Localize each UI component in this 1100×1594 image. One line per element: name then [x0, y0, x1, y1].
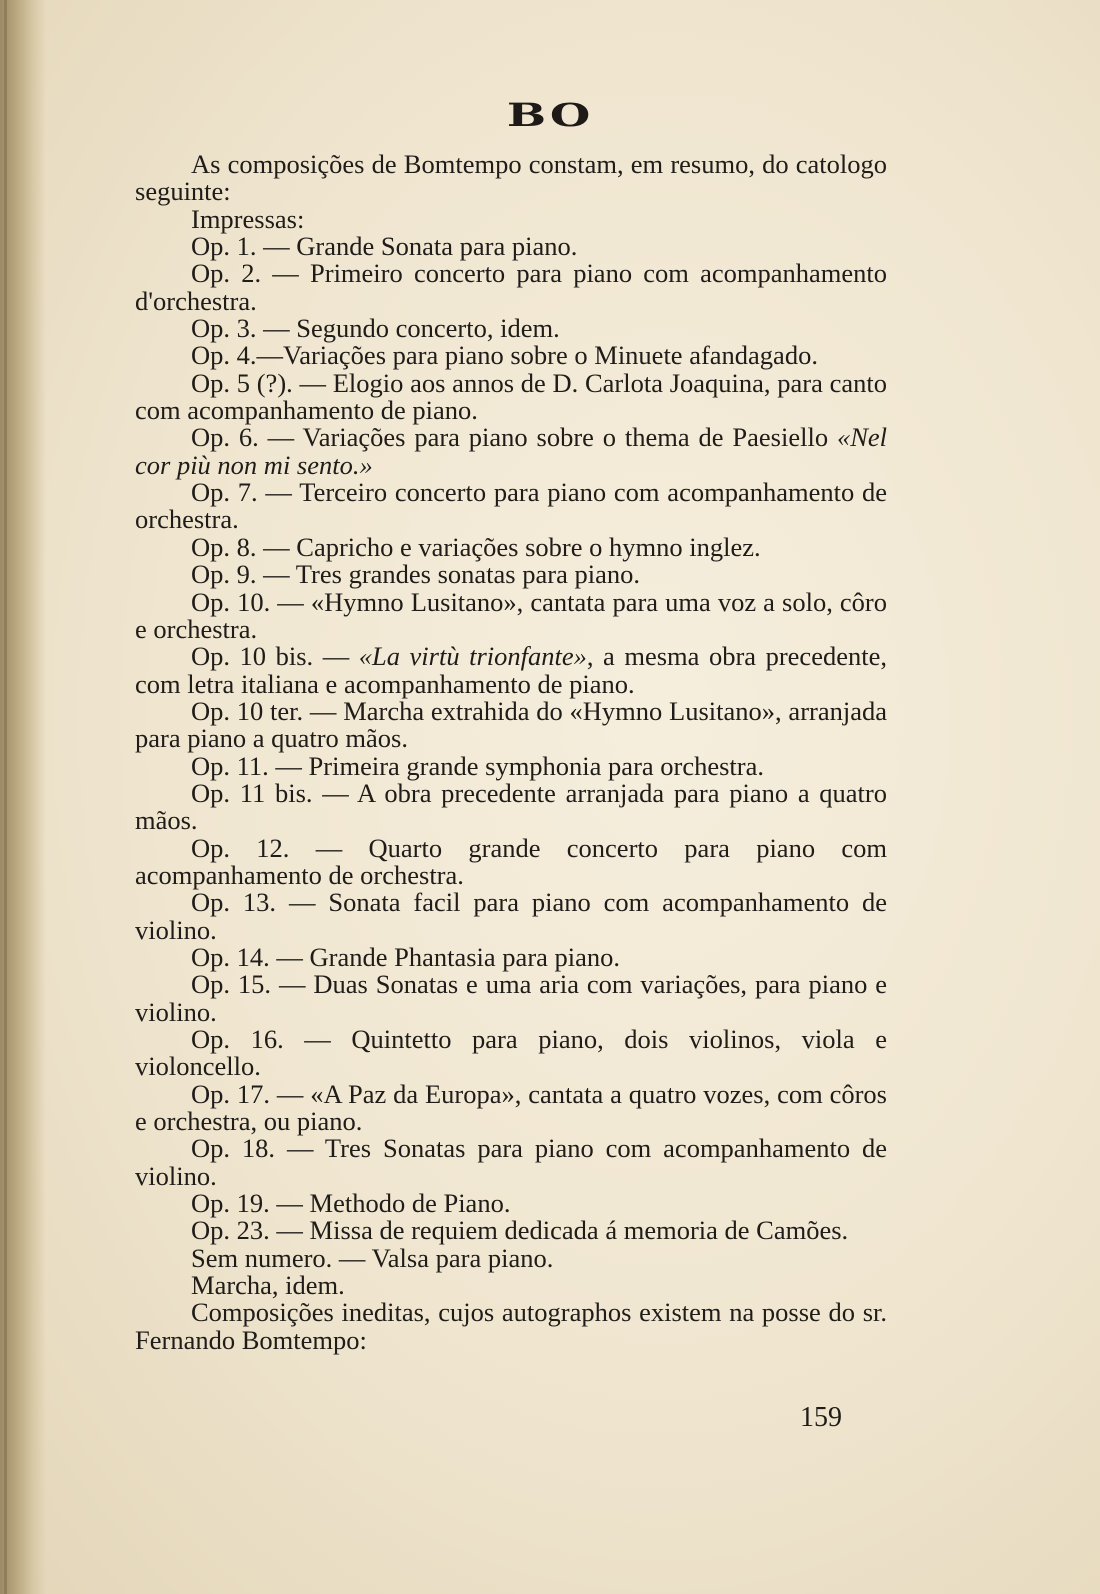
catalog-entry: Op. 13. — Sonata facil para piano com acompanhamento de violino.: [135, 887, 887, 945]
entry-text: , a mesma obra precedente, com letra italiana e acompanhamento de piano.: [135, 641, 887, 699]
catalog-entry: Op. 19. — Methodo de Piano.: [191, 1188, 511, 1219]
entry-text: Op. 6. — Variações para piano sobre o thema de Paesiello: [191, 422, 829, 453]
body-text: [135, 151, 887, 1354]
catalog-entry: Op. 10. — «Hymno Lusitano», cantata para uma voz a solo, côro e orchestra.: [135, 586, 887, 644]
intro-paragraph: As composições de Bomtempo constam, em resumo, do catologo seguinte:: [135, 149, 887, 207]
catalog-entry: Op. 10 ter. — Marcha extrahida do «Hymno Lusitano», arranjada para piano a quatro mãos.: [135, 695, 887, 754]
entry-italic-title: «Nel cor più non mi sento.»: [135, 422, 888, 480]
catalog-entry: Op. 5 (?). — Elogio aos annos de D. Carlota Joaquina, para canto com acompanhamento de piano.: [135, 367, 887, 426]
section-heading-printed: Impressas:: [191, 203, 305, 234]
catalog-entry: Op. 12. — Quarto grande concerto para piano com acompanhamento de orchestra.: [135, 832, 887, 890]
catalog-entry: Op. 23. — Missa de requiem dedicada á memoria de Camões.: [191, 1215, 849, 1246]
catalog-entry: Op. 11 bis. — A obra precedente arranjada para piano a quatro mãos.: [135, 777, 887, 836]
catalog-entry: Op. 2. — Primeiro concerto para piano com acompanhamento d'orchestra.: [135, 258, 887, 316]
catalog-entry: Sem numero. — Valsa para piano.: [191, 1242, 554, 1273]
catalog-entry: Op. 18. — Tres Sonatas para piano com acompanhamento de violino.: [135, 1133, 887, 1191]
catalog-entry: Op. 11. — Primeira grande symphonia para orchestra.: [191, 750, 765, 781]
catalog-entry: Op. 15. — Duas Sonatas e uma aria com variações, para piano e violino.: [135, 969, 887, 1027]
catalog-entry: Op. 14. — Grande Phantasia para piano.: [191, 941, 621, 972]
catalog-entry: [135, 643, 887, 698]
catalog-entry: Op. 3. — Segundo concerto, idem.: [191, 313, 560, 344]
catalog-entry: Op. 4.—Variações para piano sobre o Minuete afandagado.: [191, 340, 818, 371]
catalog-entry: Op. 16. — Quintetto para piano, dois violinos, viola e violoncello.: [135, 1024, 887, 1082]
catalog-entry: Op. 9. — Tres grandes sonatas para piano.: [191, 559, 640, 590]
binding-edge: [4, 0, 7, 1594]
catalog-entry: Op. 17. — «A Paz da Europa», cantata a quatro vozes, com côros e orchestra, ou piano.: [135, 1078, 887, 1137]
catalog-entry: Op. 7. — Terceiro concerto para piano com acompanhamento de orchestra.: [135, 477, 887, 535]
running-head: BO: [506, 96, 594, 134]
catalog-entry: [135, 424, 887, 479]
closing-paragraph: Composições ineditas, cujos autographos existem na posse do sr. Fernando Bomtempo:: [135, 1297, 887, 1355]
page-number: 159: [800, 1402, 842, 1433]
entry-italic-title: «La virtù trionfante»: [358, 641, 587, 672]
catalog-entry: Op. 8. — Capricho e variações sobre o hymno inglez.: [191, 531, 761, 562]
entry-prefix: Op. 10 bis. —: [191, 641, 359, 672]
catalog-entry: Marcha, idem.: [191, 1270, 345, 1301]
catalog-entry: Op. 1. — Grande Sonata para piano.: [191, 231, 578, 262]
